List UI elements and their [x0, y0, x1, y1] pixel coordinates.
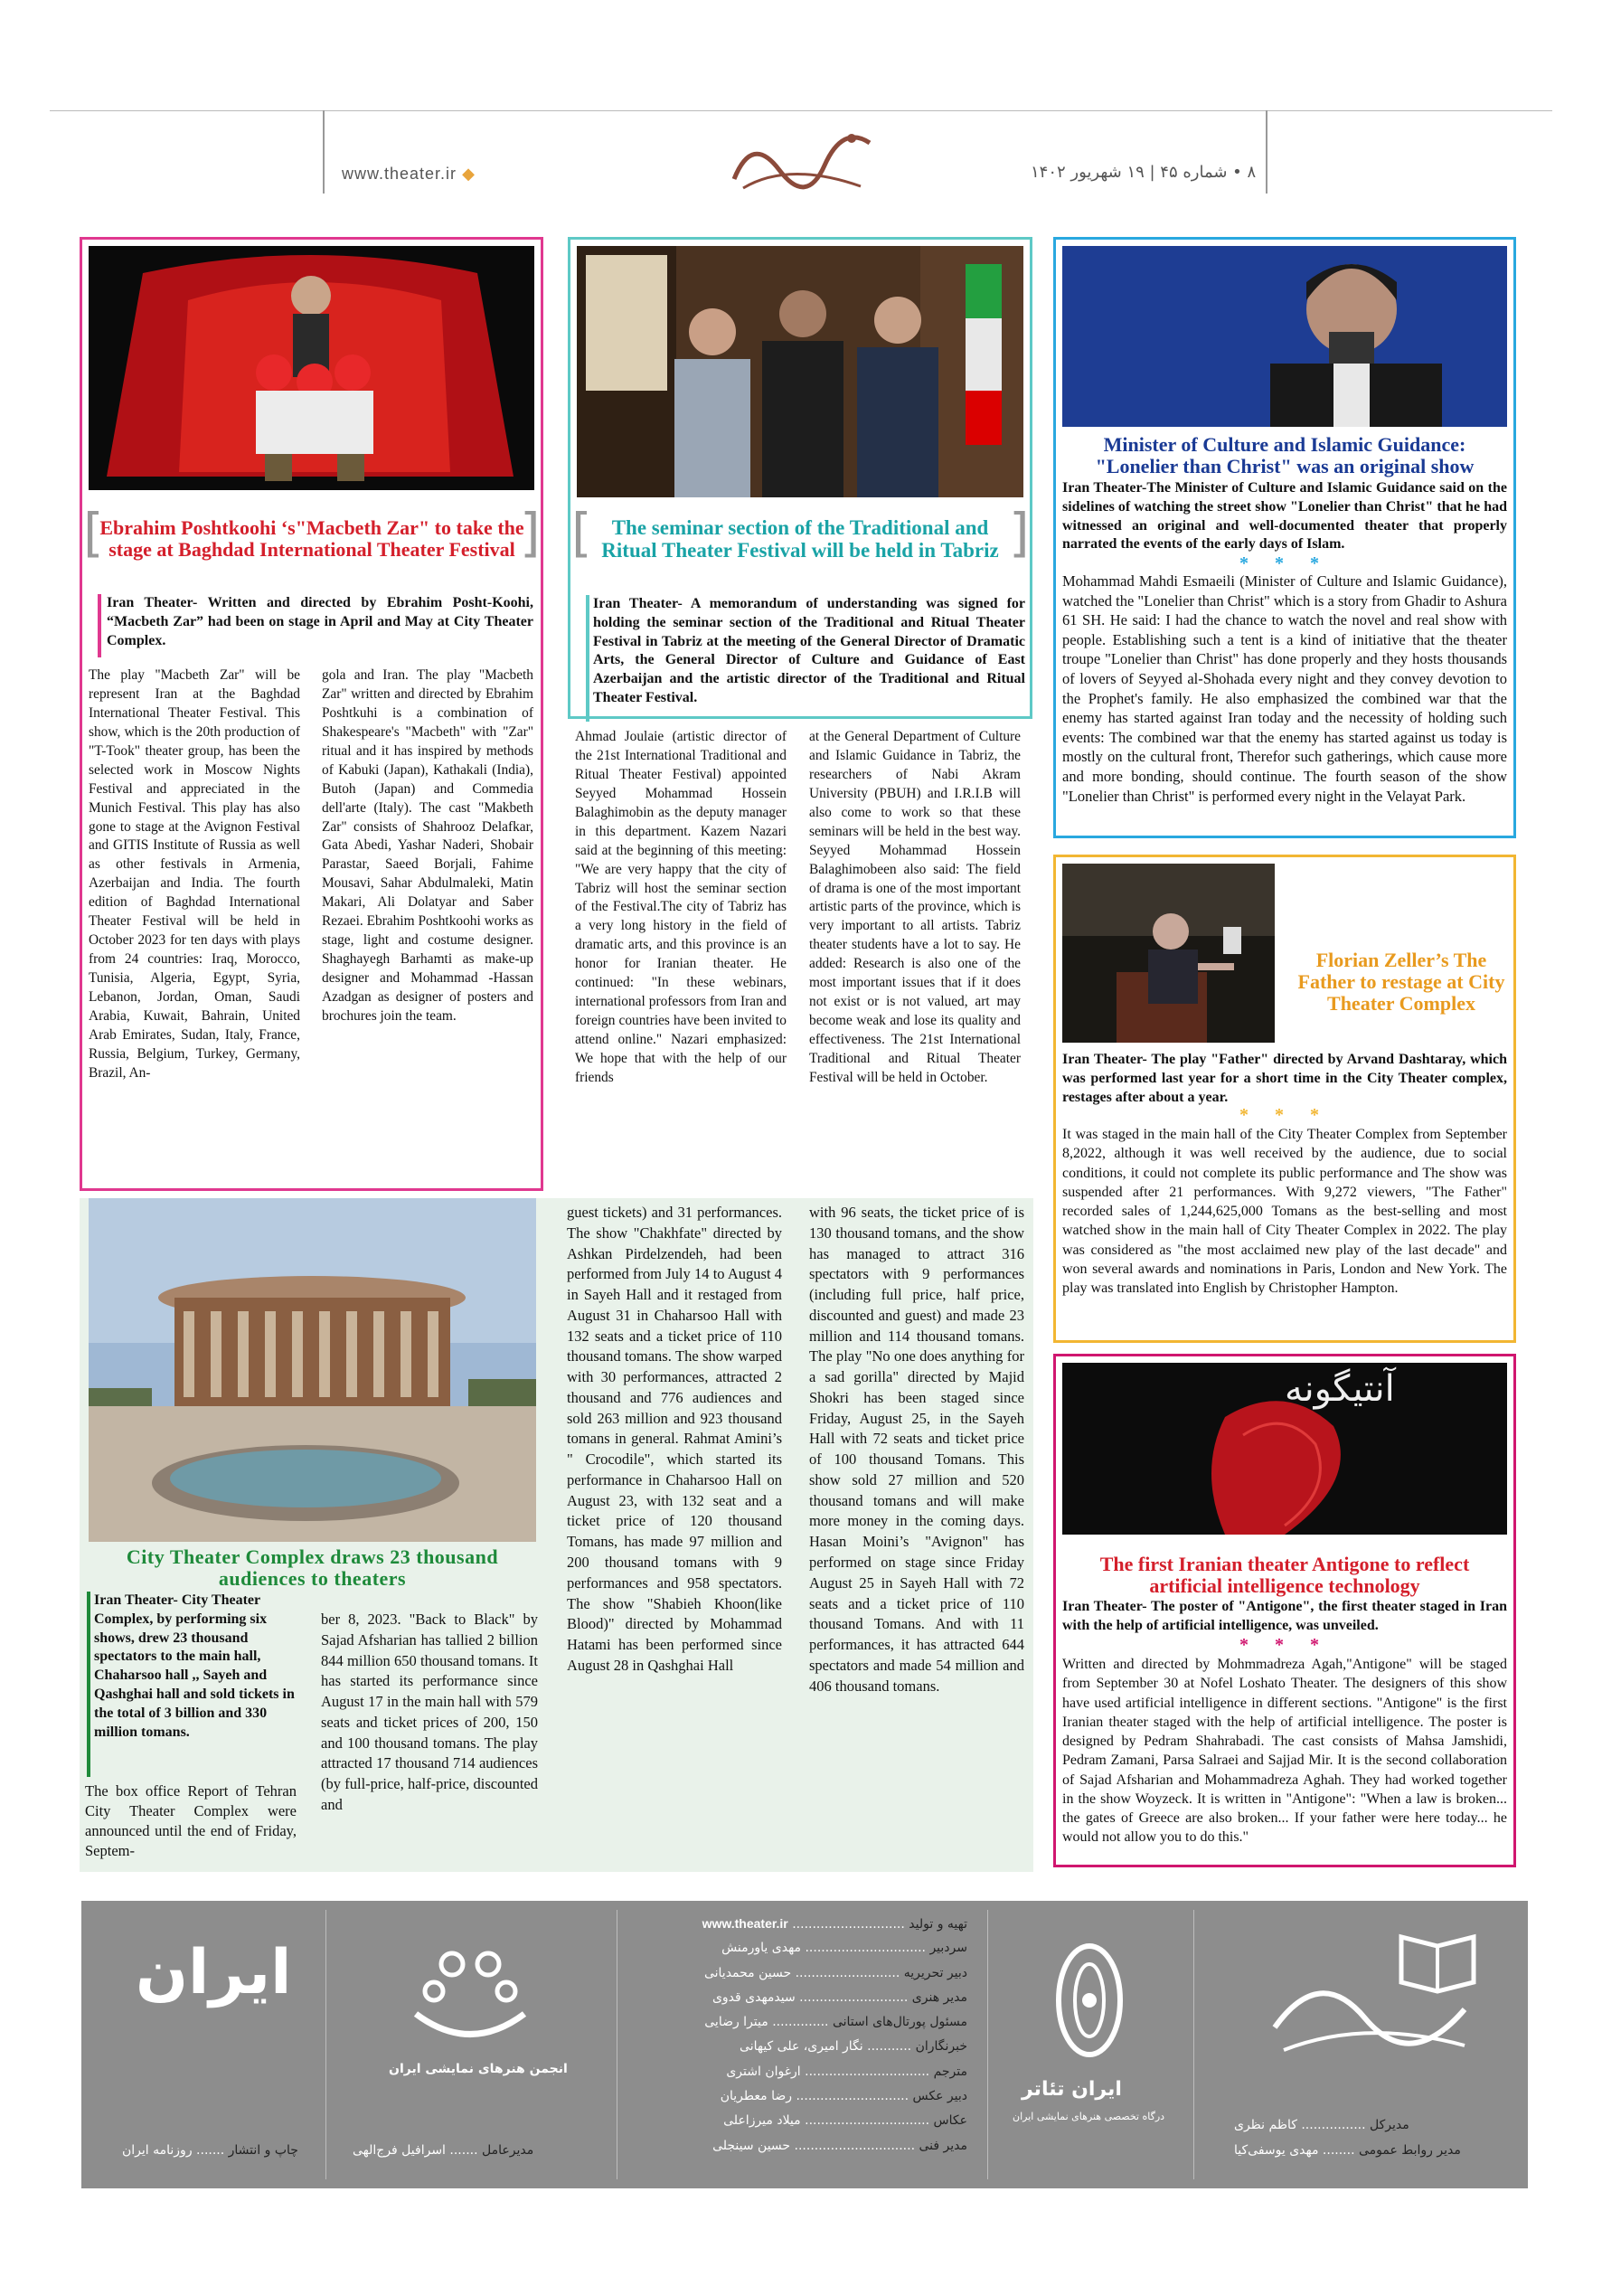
bracket-left: [ — [83, 502, 104, 563]
anjoman-logo — [380, 1946, 561, 2059]
city-theater-photo — [89, 1198, 536, 1542]
header-rule — [50, 110, 1552, 111]
city-theater-title: City Theater Complex draws 23 thousand audiences to theaters — [126, 1545, 499, 1590]
lead-bar — [98, 594, 101, 657]
macbeth-col1: The play "Macbeth Zar" will be represent Iran at the Baghdad International Theater Festival. This show, which is the 20th production of "T-Took" theater group, has been the selected work in Moscow Nights Festival and appreciated in the Munich Festival. This play has also gone to stage at the Avignon Festival and GITIS Institute of Russia as well as other festivals in Armenia, Azerbaijan and India. The fourth edition of Baghdad International Theater Festival will be held in October 2023 for ten days with plays from 24 countries: Iraq, Morocco, Tunisia, Algeria, Egypt, Syria, Lebanon, Jordan, Oman, Saudi Arabia, Kuwait, Bahrain, United Arab Emirates, Sudan, Italy, France, Russia, Belgium, Turkey, Germany, Brazil, An- — [89, 667, 300, 1081]
father-photo — [1062, 864, 1275, 1043]
macbeth-col2: gola and Iran. The play "Macbeth Zar" written and directed by Ebrahim Poshtkuhi is a combination of Shakespeare's "Macbeth" with "Zar" ritual and it has inspired by methods of Kabuki (Japan), Kathakali (India), Butoh (Japan) and Commedia dell'arte (Italy). The cast "Makbeth Zar" consists of Shahrooz Delafkar, Gata Abedi, Yashar Naderi, Shobair Parastar, Saeed Borjali, Fahime Mousavi, Sahar Abdulmaleki, Matin Makari, Ali Dolatyar and Saber Rezaei. Ebrahim Poshtkoohi works as stage, light and costume designer. Shaghayegh Barhamti as make-up designer and Mohammad -Hassan Azadgan as designer of posters and brochures join the team. — [322, 667, 533, 1024]
header-issue-info: ۸ • شماره ۴۵ | ۱۹ شهریور ۱۴۰۲ — [1031, 163, 1257, 182]
seminar-photo — [577, 246, 1023, 497]
antigone-poster — [1062, 1363, 1507, 1535]
minister-title: Minister of Culture and Islamic Guidance: "Lonelier than Christ" was an original show — [1095, 433, 1475, 477]
seminar-col2: at the General Department of Culture and Islamic Guidance in Tabriz, the researchers of Nabi Akram University (PBUH) and I.R.I.B will also come to work so that these seminars will be held in the best way. Seyyed Mohammad Hossein Balaghimobeen also said: The field of drama is one of the most important artistic parts of the province, which is very important to all artists. Tabriz theater students have a lot to say. He added: Research is also one of the most important issues that if it does not exist or is not valued, art may become weak and lose its quality and effectiveness. The 21st International Traditional and Ritual Theater Festival will be held in October. — [809, 729, 1021, 1085]
bracket-right: ] — [1009, 502, 1030, 563]
city-theater-col4: with 96 seats, the ticket price of is 130 thousand tomans, and the show has managed to attract 316 spectators with 9 performances (including full price, half price, discounted and guest) and made 23 million and 114 thousand tomans. The play "No one does anything for a sad gorilla" directed by Majid Shokri has been staged since Friday, August 25, in the Sayeh Hall with 72 seats and ticket price of 100 thousand Tomans. This show sold 27 million and 520 thousand tomans and will make more money in the coming days. Hasan Moini’s "Avignon" has performed on stage since Friday August 25 in Sayeh Hall with 72 seats and a ticket price of 110 thousand Tomans. And with 11 performances, it has attracted 644 spectators and made 54 million and 406 thousand tomans. — [809, 1204, 1024, 1695]
city-theater-col1: The box office Report of Tehran City Theater Complex were announced until the end of Friday, Septem- — [85, 1782, 297, 1859]
macbeth-photo — [89, 246, 534, 490]
seminar-title: The seminar section of the Traditional and Ritual Theater Festival will be held in Tabriz — [601, 516, 999, 562]
seminar-lead: Iran Theater- A memorandum of understanding was signed for holding the seminar section of the Traditional and Ritual Theater Festival in Tabriz at the meeting of the General Director of Dramatic Arts, the General Director of Culture and Guidance of East Azerbaijan and the artistic director of the Traditional and Ritual Theater Festival. — [593, 596, 1025, 705]
iran-theater-caption: درگاه تخصصی هنرهای نمایشی ایران — [1013, 2111, 1165, 2122]
father-lead: Iran Theater- The play "Father" directed by Arvand Dashtaray, which was performed last year for a short time in the City Theater complex, restages after about a year. — [1062, 1052, 1507, 1105]
separator-stars: * * * — [1239, 553, 1330, 573]
lead-bar — [586, 595, 589, 722]
header-divider — [1266, 110, 1267, 194]
header-website[interactable]: www.theater.ir ◆ — [342, 165, 476, 183]
antigone-title: The first Iranian theater Antigone to reflect artificial intelligence technology — [1099, 1553, 1470, 1597]
managing-credit: مدیرعامل ....... اسرافیل فرج‌الهی — [353, 2143, 534, 2158]
bracket-left: [ — [571, 502, 592, 563]
directorate-logo — [1257, 1928, 1492, 2077]
weekly-logo — [716, 116, 888, 206]
iran-newspaper-logo: ایران — [136, 1937, 292, 2008]
pr-director-credit: مدیر روابط عمومی ........ مهدی یوسفی‌کیا — [1234, 2143, 1461, 2158]
bracket-right: ] — [520, 502, 541, 563]
separator-stars: * * * — [1239, 1635, 1330, 1655]
lead-bar — [87, 1592, 90, 1777]
minister-photo — [1062, 246, 1507, 427]
footer-divider — [325, 1910, 326, 2179]
iran-theater-logo — [1040, 1937, 1139, 2068]
director-general-credit: مدیرکل ................ کاظم نظری — [1234, 2118, 1409, 2132]
father-title: Florian Zeller’s The Father to restage at City Theater Complex — [1297, 949, 1505, 1015]
iran-theater-wordmark: ایران تئاتر — [1022, 2078, 1122, 2101]
antigone-lead: Iran Theater- The poster of "Antigone", the first theater staged in Iran with the help of artificial intelligence, was unveiled. — [1062, 1599, 1507, 1633]
city-theater-lead: Iran Theater- City Theater Complex, by performing six shows, drew 23 thousand spectators to the main hall, Chaharsoo hall ,, Sayeh and Qashghai hall and sold tickets in the total of 3 billion and 330 million tomans. — [94, 1592, 295, 1740]
minister-lead: Iran Theater-The Minister of Culture and Islamic Guidance said on the sidelines of watching the street show "Lonelier than Christ" that he had witnessed an original and well-documented theater that properly narrated the events of the early days of Islam. — [1062, 480, 1507, 553]
father-body: It was staged in the main hall of the City Theater Complex from September 8,2022, although it was well received by the audience, due to social conditions, it could not complete its public performance and The show was suspended after 21 performances. With 9,272 viewers, "The Father" recorded sales of 1,244,625,000 Tomans as the best-selling and most watched show in the main hall of City Theater Complex in 2022. The play was considered as "the most acclaimed new play of the last decade" and won several awards and nominations in Paris, London and New York. The play was translated into English by Christopher Hampton. — [1062, 1127, 1507, 1297]
footer-divider — [1193, 1910, 1194, 2179]
city-theater-col2: ber 8, 2023. "Back to Black" by Sajad Afsharian has tallied 2 billion 844 million 650 thousand tomans. It has started its performance since August 17 in the main hall with 579 seats and ticket prices of 200, 150 and 100 thousand tomans. The play attracted 17 thousand 714 audiences (by full-price, half-price, discounted and — [321, 1611, 538, 1813]
credits-list: تهیه و تولید ............................ www.theater.ir سردبیر .............................. مهدی یاورمنش دبیر تحریریه .......................... حسین محمدیانی مدیر هنری ........................... سیدمهدی قدوی مسئول پورتال‌های استانی .............. میترا رضایی خبرنگاران ........... نگار امیری، علی کیهانی مترجم ............................... ارغوان اشتری دبیر عکس ............................ رضا معطریان عکاس ............................... میلاد میرزاعلی مدیر فنی .............................. حسین سینجلی — [702, 1916, 967, 2153]
poster-title: آنتیگونه — [1285, 1368, 1395, 1410]
footer-credits — [81, 1901, 1528, 2188]
city-theater-col3: guest tickets) and 31 performances. The show "Chakhfate" directed by Ashkan Pirdelzendeh, had been performed from July 14 to August 4 in Sayeh Hall and it restaged from August 31 in Chaharsoo Hall with 132 seats and a ticket price of 110 thousand tomans. The show warped with 30 performances, attracted 2 thousand and 776 audiences and sold 263 million and 923 thousand tomans in general. Rahmat Amini’s " Crocodile", which started its performance in Chaharsoo Hall on August 23, with 132 seat and a ticket price of 120 thousand Tomans, has made 97 million and 200 thousand tomans with 9 performances and 958 spectators. The show "Shabieh Khoon(like Blood)" directed by Mohammad Hatami has been performed since August 28 in Qashghai Hall — [567, 1204, 782, 1674]
anjoman-caption: انجمن هنرهای نمایشی ایران — [389, 2062, 568, 2076]
print-credit: چاپ و انتشار ....... روزنامه ایران — [122, 2143, 298, 2158]
separator-stars: * * * — [1239, 1105, 1330, 1125]
footer-divider — [987, 1910, 988, 2179]
header-divider — [323, 110, 325, 194]
seminar-col1: Ahmad Joulaie (artistic director of the 21st International Traditional and Ritual Theater Festival) appointed Seyyed Mohammad Hossein Balaghimobin as the deputy manager in this department. Kazem Nazari said at the beginning of this meeting: "We are very happy that the city of Tabriz will host the seminar section of the Festival.The city of Tabriz has a very long history in the field of dramatic arts, and this province is an honor for Iranian theater. He continued: "In these webinars, international professors from Iran and foreign countries have been invited to attend online." Nazari emphasized: We hope that with the help of our friends — [575, 729, 787, 1085]
antigone-body: Written and directed by Mohmmadreza Agah,"Antigone" will be staged from September 30 at Nofel Loshato Theater. The designers of this show have used artificial intelligence in different sections. "Antigone" is the first Iranian theater staged with the help of artificial intelligence. The poster is designed by Pedram Shahrabadi. The cast consists of Mahsa Jamshidi, Pedram Zamani, Parsa Salraei and Sajjad Mir. It is the second collaboration of Sajad Afsharian and Mohammadreza Aghah. They had worked together in the show Woyzeck. It is written in "Antigone": "When a law is broken... the gates of Greece are also broken... If your father were here today... he would not allow you to do this." — [1062, 1657, 1507, 1846]
minister-body: Mohammad Mahdi Esmaeili (Minister of Culture and Islamic Guidance), watched the "Lonelier than Christ" which is a story from Ghadir to Ashura 61 SH. He said: I had the chance to watch the novel and real show with people. Establishing such a tent is a kind of initiative that the theater troupe "Lonelier than Christ" has done properly and they hosts thousands of lovers of Seyyed al-Shohada every night and they convey devotion to the Prophet's family. He also emphasized the combined war that the enemy has started against Iran today and the necessity of holding such events: The combined war that the enemy has started against us today is mostly on the cultural front, Therefor such gatherings, which cause more and more bonding, should continue. The fourth season of the show "Lonelier than Christ" is performed every night in the Velayat Park. — [1062, 572, 1507, 805]
macbeth-lead: Iran Theater- Written and directed by Ebrahim Posht-Koohi, “Macbeth Zar” had been on stage in April and May at City Theater Complex. — [107, 595, 533, 648]
macbeth-title: Ebrahim Poshtkoohi ‘s"Macbeth Zar" to take the stage at Baghdad International Theater Festival — [99, 516, 524, 561]
